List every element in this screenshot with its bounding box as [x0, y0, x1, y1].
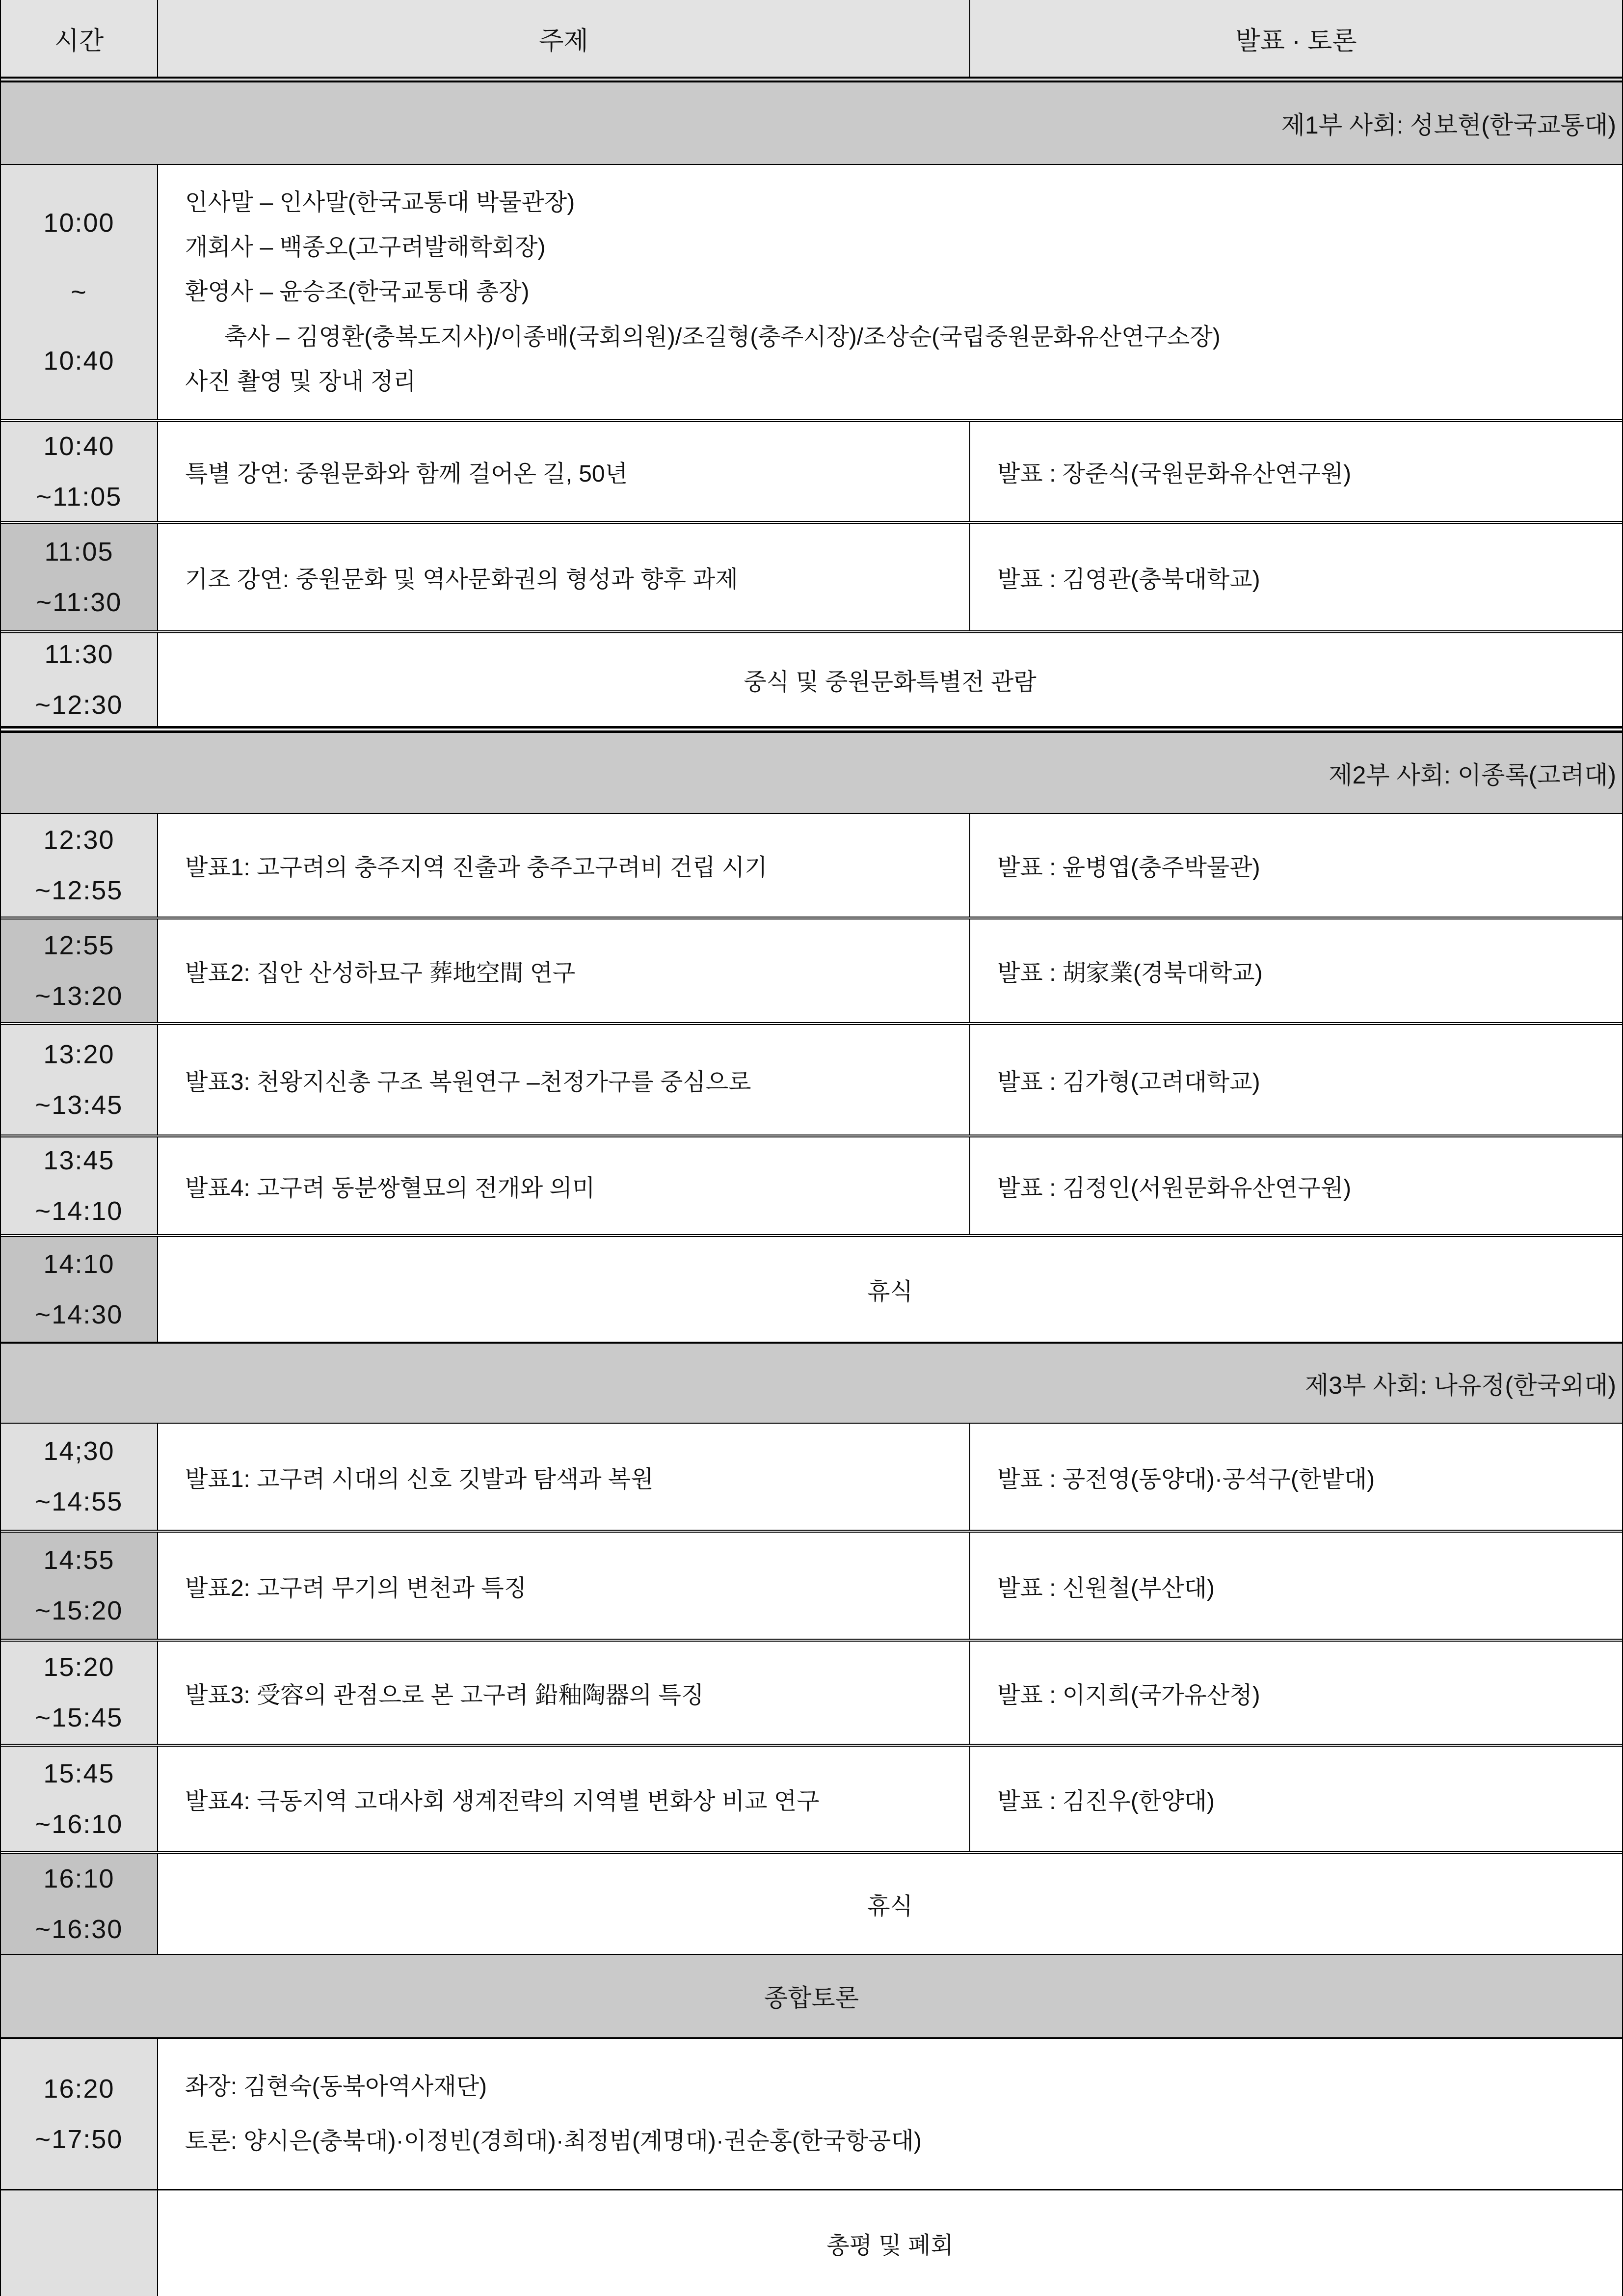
header-topic-column: 주제 [157, 0, 969, 77]
merged-text-line: 개회사 – 백종오(고구려발해학회장) [185, 234, 546, 261]
merged-cell [157, 633, 1622, 726]
section-row [1, 733, 1622, 814]
time-text: ~14:10 [35, 1196, 123, 1226]
time-cell [1, 1137, 157, 1234]
time-text: ~16:10 [35, 1809, 123, 1839]
presenter-cell [969, 1533, 1622, 1639]
time-cell [1, 422, 157, 521]
presenter-cell [969, 814, 1622, 917]
time-text: ~13:20 [35, 981, 123, 1011]
merged-text-line: 휴식 [867, 1279, 913, 1305]
schedule-row [1, 2190, 1622, 2296]
merged-cell [157, 1237, 1622, 1342]
time-text: 14:10 [43, 1249, 115, 1279]
schedule-row [1, 1854, 1622, 1955]
time-text: 10:40 [43, 346, 115, 376]
time-text: 10:00 [43, 208, 115, 238]
time-text: 16:20 [43, 2074, 115, 2104]
merged-cell [157, 165, 1622, 419]
topic-text: 발표1: 고구려 시대의 신호 깃발과 탐색과 복원 [185, 1466, 654, 1492]
presenter-cell [969, 1025, 1622, 1134]
time-cell [1, 1747, 157, 1851]
time-text: ~12:55 [35, 875, 123, 905]
topic-cell [157, 814, 969, 917]
presenter-text: 발표 : 윤병엽(충주박물관) [997, 855, 1260, 881]
time-text: 14:55 [43, 1545, 115, 1575]
topic-text: 발표2: 집안 산성하묘구 葬地空間 연구 [185, 960, 576, 986]
topic-text: 발표2: 고구려 무기의 변천과 특징 [185, 1575, 527, 1601]
topic-cell [157, 1642, 969, 1744]
topic-text: 기조 강연: 중원문화 및 역사문화권의 형성과 향후 과제 [185, 567, 738, 593]
time-text: ~13:45 [35, 1090, 123, 1120]
time-cell [1, 1642, 157, 1744]
time-text: ~17:50 [35, 2124, 123, 2154]
time-text: 16:10 [43, 1864, 115, 1893]
schedule-row [1, 1237, 1622, 1344]
presenter-text: 발표 : 김정인(서원문화유산연구원) [997, 1175, 1352, 1201]
presenter-text: 발표 : 장준식(국원문화유산연구원) [997, 461, 1352, 487]
topic-text: 발표4: 고구려 동분쌍혈묘의 전개와 의미 [185, 1175, 595, 1201]
presenter-text: 발표 : 김진우(한양대) [997, 1788, 1215, 1814]
schedule-row [1, 1424, 1622, 1533]
time-text: ~14:30 [35, 1299, 123, 1329]
schedule-row [1, 1747, 1622, 1854]
merged-text-line: 인사말 – 인사말(한국교통대 박물관장) [185, 189, 575, 216]
schedule-rows [1, 82, 1622, 2296]
time-cell [1, 2039, 157, 2189]
merged-text-line: 사진 촬영 및 장내 정리 [185, 368, 416, 395]
topic-cell [157, 919, 969, 1022]
schedule-row [1, 524, 1622, 633]
topic-cell [157, 422, 969, 521]
topic-text: 발표3: 受容의 관점으로 본 고구려 鉛釉陶器의 특징 [185, 1682, 704, 1708]
schedule-row [1, 1533, 1622, 1642]
time-cell [1, 633, 157, 726]
time-text: ~11:05 [36, 482, 122, 512]
topic-cell [157, 1533, 969, 1639]
presenter-text: 발표 : 김가형(고려대학교) [997, 1069, 1260, 1095]
time-text: ~12:30 [35, 690, 123, 720]
time-cell [1, 1854, 157, 1954]
merged-text-line: 좌장: 김현숙(동북아역사재단) [185, 2074, 487, 2100]
time-cell [1, 1424, 157, 1530]
time-cell [1, 1237, 157, 1342]
topic-cell [157, 1747, 969, 1851]
schedule-row [1, 2039, 1622, 2190]
presenter-text: 발표 : 이지희(국가유산청) [997, 1682, 1260, 1708]
time-cell [1, 919, 157, 1022]
presenter-text: 발표 : 신원철(부산대) [997, 1575, 1215, 1601]
time-cell [1, 2190, 157, 2296]
time-cell [1, 1533, 157, 1639]
merged-cell [157, 1854, 1622, 1954]
section-row [1, 1344, 1622, 1424]
time-text: 15:20 [43, 1652, 115, 1682]
time-text: 10:40 [43, 431, 115, 461]
merged-cell [157, 2039, 1622, 2189]
time-text: 12:55 [43, 930, 115, 960]
time-cell [1, 1025, 157, 1134]
schedule-row [1, 1025, 1622, 1137]
time-cell [1, 165, 157, 419]
presenter-text: 발표 : 胡家業(경북대학교) [997, 960, 1263, 986]
schedule-row [1, 919, 1622, 1025]
merged-text-line: 총평 및 폐회 [826, 2233, 954, 2259]
merged-text-line: 토론: 양시은(충북대)·이정빈(경희대)·최정범(계명대)·권순홍(한국항공대) [185, 2128, 922, 2154]
time-cell [1, 524, 157, 630]
section-label: 제1부 사회: 성보현(한국교통대) [1281, 111, 1616, 139]
merged-text-line: 축사 – 김영환(충복도지사)/이종배(국회의원)/조길형(충주시장)/조상순(국립중원문화유산연구소장) [185, 324, 1221, 350]
section-label: 종합토론 [764, 1984, 859, 2012]
merged-text-line: 휴식 [867, 1893, 913, 1919]
time-cell [1, 814, 157, 917]
time-text: ~14:55 [35, 1487, 123, 1516]
section-label: 제3부 사회: 나유정(한국외대) [1304, 1371, 1616, 1399]
schedule-row [1, 814, 1622, 919]
presenter-text: 발표 : 공전영(동양대)·공석구(한밭대) [997, 1466, 1375, 1492]
topic-cell [157, 1137, 969, 1234]
section-row [1, 1955, 1622, 2039]
time-text: 15:45 [43, 1758, 115, 1788]
merged-text-line: 환영사 – 윤승조(한국교통대 총장) [185, 279, 530, 305]
presenter-cell [969, 1747, 1622, 1851]
header-time-column: 시간 [54, 27, 104, 55]
section-row [1, 82, 1622, 165]
presenter-cell [969, 1642, 1622, 1744]
time-text: ~11:30 [36, 587, 122, 617]
merged-text-line: 중식 및 중원문화특별전 관람 [744, 669, 1037, 695]
schedule-row [1, 422, 1622, 524]
topic-text: 특별 강연: 중원문화와 함께 걸어온 길, 50년 [185, 461, 628, 487]
presenter-text: 발표 : 김영관(충북대학교) [997, 567, 1260, 593]
presenter-cell [969, 1137, 1622, 1234]
time-text: ~ [71, 277, 87, 307]
time-text: ~15:45 [35, 1703, 123, 1732]
time-text: 11:30 [44, 639, 114, 669]
time-text: 11:05 [44, 537, 114, 567]
time-text: 13:20 [43, 1039, 115, 1069]
merged-cell [157, 2190, 1622, 2296]
section-label: 제2부 사회: 이종록(고려대) [1329, 761, 1616, 789]
time-text: 14;30 [43, 1436, 115, 1466]
topic-text: 발표1: 고구려의 충주지역 진출과 충주고구려비 건립 시기 [185, 855, 768, 881]
schedule-row [1, 1642, 1622, 1747]
topic-text: 발표3: 천왕지신총 구조 복원연구 –천정가구를 중심으로 [185, 1069, 751, 1095]
time-text: 13:45 [43, 1145, 115, 1175]
time-text: 12:30 [43, 825, 115, 855]
topic-cell [157, 1025, 969, 1134]
presenter-cell [969, 1424, 1622, 1530]
topic-cell [157, 524, 969, 630]
schedule-row [1, 165, 1622, 422]
presenter-cell [969, 422, 1622, 521]
presenter-cell [969, 524, 1622, 630]
schedule-row [1, 1137, 1622, 1237]
topic-text: 발표4: 극동지역 고대사회 생계전략의 지역별 변화상 비교 연구 [185, 1788, 820, 1814]
time-text: ~16:30 [35, 1914, 123, 1944]
schedule-row [1, 633, 1622, 733]
table-header-row [1, 0, 1622, 82]
presenter-cell [969, 919, 1622, 1022]
topic-cell [157, 1424, 969, 1530]
header-presenter-column: 발표 · 토론 [969, 0, 1622, 77]
time-text: ~15:20 [35, 1596, 123, 1625]
